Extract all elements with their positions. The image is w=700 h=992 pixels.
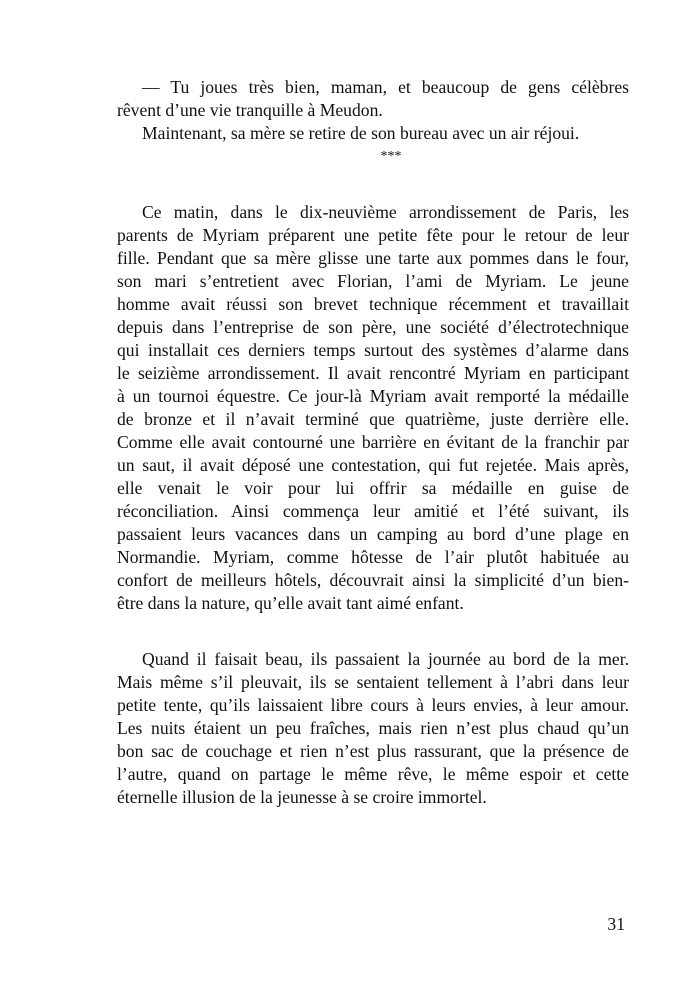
text-line: rêvent d’une vie tranquille à Meudon. [117, 100, 383, 120]
text-line: parents de Myriam préparent une petite fête pour le retour de leur [117, 225, 629, 245]
text-line: Ce matin, dans le dix-neuvième arrondissement de Paris, les [142, 202, 629, 222]
text-line: l’autre, quand on partage le même rêve, le même espoir et cette [117, 764, 629, 784]
text-line: — Tu joues très bien, maman, et beaucoup de gens célèbres [142, 77, 629, 97]
text-line: éternelle illusion de la jeunesse à se croire immortel. [117, 787, 487, 807]
text-line: Quand il faisait beau, ils passaient la journée au bord de la mer. [142, 649, 629, 669]
text-line: qui installait ces derniers temps surtout des systèmes d’alarme dans [117, 340, 629, 360]
text-line: depuis dans l’entreprise de son père, une société d’électrotechnique [117, 317, 629, 337]
text-line: homme avait réussi son brevet technique récemment et travaillait [117, 294, 629, 314]
paragraph [117, 201, 629, 615]
text-line: passaient leurs vacances dans un camping au bord d’une plage en [117, 524, 629, 544]
text-line: de bronze et il n’avait terminé que quatrième, juste derrière elle. [117, 409, 629, 429]
page-body [117, 76, 629, 809]
text-line: bon sac de couchage et rien n’est plus rassurant, que la présence de [117, 741, 629, 761]
text-line: Mais même s’il pleuvait, ils se sentaient tellement à l’abri dans leur [117, 672, 629, 692]
paragraph [117, 648, 629, 809]
text-line: le seizième arrondissement. Il avait rencontré Myriam en participant [117, 363, 629, 383]
text-line: un saut, il avait déposé une contestation, qui fut rejetée. Mais après, [117, 455, 629, 475]
text-line: son mari s’entretient avec Florian, l’ami de Myriam. Le jeune [117, 271, 629, 291]
text-line: Normandie. Myriam, comme hôtesse de l’air plutôt habituée au [117, 547, 629, 567]
page-number: 31 [607, 914, 625, 934]
text-line: Comme elle avait contourné une barrière en évitant de la franchir par [117, 432, 629, 452]
paragraph [117, 122, 629, 145]
text-line: elle venait le voir pour lui offrir sa médaille en guise de [117, 478, 629, 498]
text-line: Les nuits étaient un peu fraîches, mais rien n’est plus chaud qu’un [117, 718, 629, 738]
spacer [117, 615, 629, 648]
text-line: réconciliation. Ainsi commença leur amitié et l’été suivant, ils [117, 501, 629, 521]
text-line: Maintenant, sa mère se retire de son bureau avec un air réjoui. [142, 123, 580, 143]
text-line: fille. Pendant que sa mère glisse une tarte aux pommes dans le four, [117, 248, 629, 268]
paragraph [117, 76, 629, 122]
text-line: à un tournoi équestre. Ce jour-là Myriam avait remporté la médaille [117, 386, 629, 406]
section-separator: *** [380, 149, 402, 164]
text-line: petite tente, qu’ils laissaient libre cours à leurs envies, à leur amour. [117, 695, 629, 715]
spacer [117, 168, 629, 201]
text-line: confort de meilleurs hôtels, découvrait ainsi la simplicité d’un bien- [117, 570, 629, 590]
text-line: être dans la nature, qu’elle avait tant aimé enfant. [117, 593, 464, 613]
